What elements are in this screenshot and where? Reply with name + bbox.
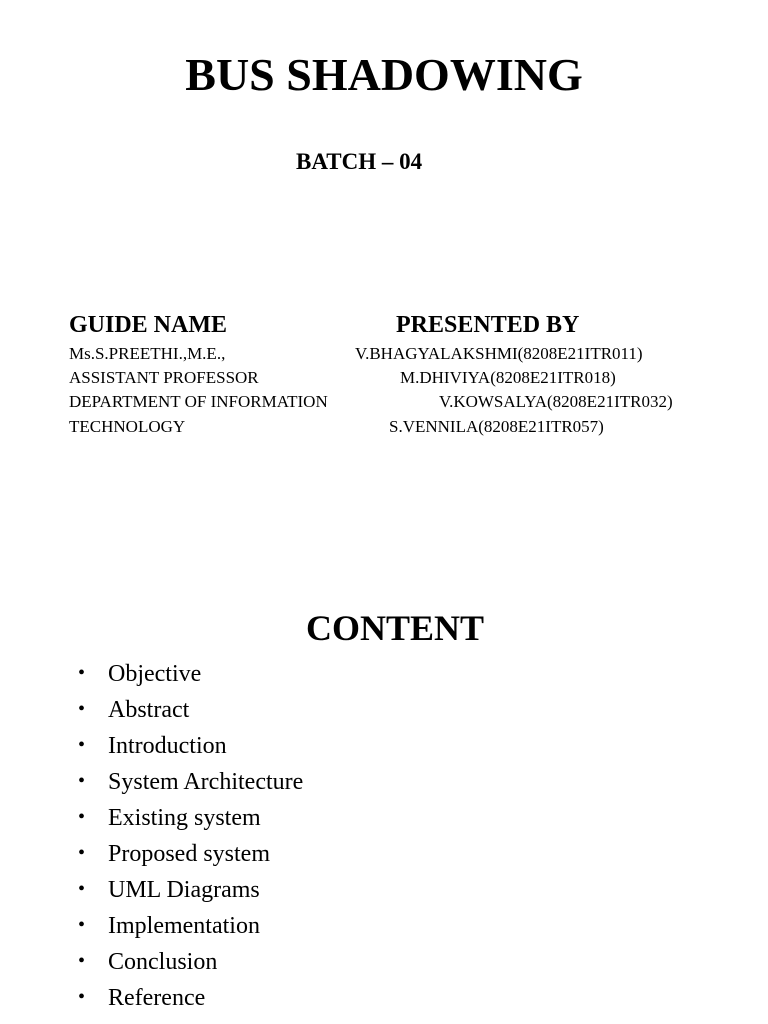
- list-item: [78, 872, 303, 908]
- list-item: [78, 692, 303, 728]
- list-item-label: Conclusion: [108, 949, 218, 975]
- list-item-label: Objective: [108, 661, 202, 687]
- content-slide: [0, 512, 768, 1024]
- presenter-name: V.BHAGYALAKSHMI(8208E21ITR011): [355, 344, 643, 363]
- bullet-icon: •: [78, 914, 86, 936]
- list-item: [78, 800, 303, 836]
- list-item-label: Introduction: [108, 733, 227, 759]
- presented-by-heading: PRESENTED BY: [396, 312, 580, 338]
- guide-department: DEPARTMENT OF INFORMATION: [69, 392, 328, 411]
- bullet-icon: •: [78, 806, 86, 828]
- list-item-label: Existing system: [108, 805, 261, 831]
- list-item: [78, 836, 303, 872]
- guide-name-heading: GUIDE NAME: [69, 312, 228, 338]
- guide-department-cont: TECHNOLOGY: [69, 417, 186, 436]
- guide-designation: ASSISTANT PROFESSOR: [69, 368, 259, 387]
- bullet-icon: •: [78, 662, 86, 684]
- bullet-icon: •: [78, 950, 86, 972]
- list-item-label: UML Diagrams: [108, 877, 260, 903]
- content-heading: CONTENT: [305, 608, 485, 648]
- presentation-title: BUS SHADOWING: [185, 49, 583, 100]
- list-item: [78, 944, 303, 980]
- content-list: [78, 656, 303, 1016]
- list-item-label: Implementation: [108, 913, 260, 939]
- list-item: [78, 908, 303, 944]
- list-item: [78, 656, 303, 692]
- bullet-icon: •: [78, 770, 86, 792]
- list-item: [78, 728, 303, 764]
- presenter-name: M.DHIVIYA(8208E21ITR018): [400, 368, 616, 387]
- presenter-name: V.KOWSALYA(8208E21ITR032): [439, 392, 673, 411]
- list-item: [78, 980, 303, 1016]
- bullet-icon: •: [78, 986, 86, 1008]
- bullet-icon: •: [78, 734, 86, 756]
- batch-label: BATCH – 04: [296, 149, 423, 174]
- list-item-label: Proposed system: [108, 841, 270, 867]
- presenter-name: S.VENNILA(8208E21ITR057): [389, 417, 604, 436]
- bullet-icon: •: [78, 878, 86, 900]
- list-item-label: Reference: [108, 985, 206, 1011]
- bullet-icon: •: [78, 842, 86, 864]
- bullet-icon: •: [78, 698, 86, 720]
- guide-name: Ms.S.PREETHI.,M.E.,: [69, 344, 226, 363]
- list-item: [78, 764, 303, 800]
- list-item-label: System Architecture: [108, 769, 304, 795]
- list-item-label: Abstract: [108, 697, 190, 723]
